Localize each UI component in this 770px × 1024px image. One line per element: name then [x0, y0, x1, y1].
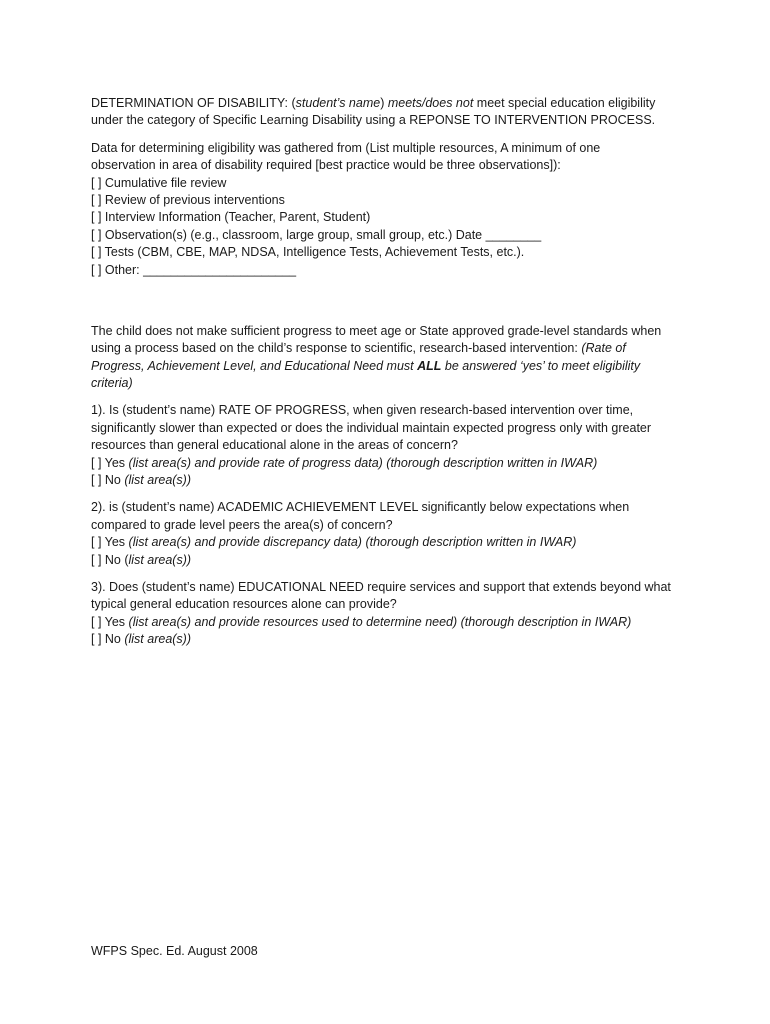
determination-rest: meet special education eligibility [473, 96, 656, 110]
no-checkbox-label: [ ] No [91, 632, 125, 647]
checkbox-item-interview[interactable]: [ ] Interview Information (Teacher, Parent, Student) [91, 210, 371, 225]
checkbox-item-tests[interactable]: [ ] Tests (CBM, CBE, MAP, NDSA, Intelligence Tests, Achievement Tests, etc.). [91, 245, 525, 260]
question-3-line-2: typical general education resources alone can provide? [91, 597, 397, 612]
no-instructions: (list area(s)) [124, 473, 192, 488]
question-1-no-option[interactable] [91, 472, 691, 489]
question-educational-need [91, 579, 691, 649]
question-3-no-option[interactable] [91, 631, 691, 648]
progress-line-4 [91, 375, 691, 392]
question-2-no-option[interactable] [91, 552, 691, 569]
checkbox-item-observations[interactable]: [ ] Observation(s) (e.g., classroom, large group, small group, etc.) Date ________ [91, 227, 542, 242]
yes-instructions: (list area(s) and provide resources used to determine need) (thorough description in IWAR) [128, 614, 632, 629]
no-instructions: list area(s)) [128, 552, 192, 567]
question-2-line-2: compared to grade level peers the area(s) of concern? [91, 517, 393, 532]
checkbox-item-cumulative-file[interactable]: [ ] Cumulative file review [91, 175, 227, 190]
progress-line-4-italic: criteria) [91, 376, 133, 391]
yes-instructions: (list area(s) and provide discrepancy data) (thorough description written in IWAR) [128, 535, 577, 550]
question-3-line-1: 3). Does (student’s name) EDUCATIONAL NEED require services and support that extends beyond what [91, 579, 671, 594]
form-body [91, 95, 691, 649]
paren-close: ) [380, 96, 388, 110]
no-instructions: (list area(s)) [124, 632, 192, 647]
determination-line-1 [91, 95, 691, 112]
progress-line-2-italic: (Rate of [581, 341, 626, 356]
progress-line-2 [91, 340, 691, 357]
progress-line-1: The child does not make sufficient progress to meet age or State approved grade-level standards when [91, 323, 662, 338]
determination-prefix: DETERMINATION OF DISABILITY: ( [91, 96, 296, 110]
question-academic-achievement [91, 499, 691, 569]
meets-does-not-option: meets/does not [387, 96, 474, 110]
yes-checkbox-label: [ ] Yes [91, 614, 129, 629]
data-intro-line-1: Data for determining eligibility was gathered from (List multiple resources, A minimum of one [91, 140, 601, 155]
question-2-yes-option[interactable] [91, 534, 691, 551]
no-checkbox-label: [ ] No [91, 473, 125, 488]
data-intro-line-2: observation in area of disability required [best practice would be three observations]): [91, 158, 561, 173]
question-1-yes-option[interactable] [91, 455, 691, 472]
question-1-line-1: 1). Is (student’s name) RATE OF PROGRESS, when given research-based intervention over time, [91, 403, 634, 418]
yes-checkbox-label: [ ] Yes [91, 535, 129, 550]
no-checkbox-label: [ ] No ( [91, 552, 129, 567]
yes-instructions: (list area(s) and provide rate of progress data) (thorough description written in IWAR) [128, 455, 598, 470]
data-sources-section [91, 140, 691, 279]
checkbox-item-previous-interventions[interactable]: [ ] Review of previous interventions [91, 192, 285, 207]
determination-statement [91, 95, 691, 130]
question-1-line-3: resources than general educational alone in the areas of concern? [91, 438, 458, 453]
all-emphasis: ALL [417, 358, 442, 373]
question-1-line-2: significantly slower than expected or does the individual maintain expected progress only with greater [91, 420, 652, 435]
progress-line-3-italic-a: Progress, Achievement Level, and Educational Need must [91, 358, 418, 373]
progress-line-3 [91, 358, 691, 375]
student-name-placeholder: student’s name [295, 96, 381, 110]
question-2-line-1: 2). is (student’s name) ACADEMIC ACHIEVEMENT LEVEL significantly below expectations when [91, 500, 630, 515]
question-rate-of-progress [91, 402, 691, 489]
yes-checkbox-label: [ ] Yes [91, 455, 129, 470]
progress-statement [91, 323, 691, 393]
determination-line-2: under the category of Specific Learning Disability using a REPONSE TO INTERVENTION PROCESS. [91, 113, 656, 128]
progress-line-2-text: using a process based on the child’s response to scientific, research-based intervention: [91, 341, 582, 356]
question-3-yes-option[interactable] [91, 614, 691, 631]
progress-line-3-italic-b: be answered ‘yes’ to meet eligibility [441, 358, 641, 373]
page-footer: WFPS Spec. Ed. August 2008 [91, 944, 258, 958]
checkbox-item-other[interactable]: [ ] Other: ______________________ [91, 262, 297, 277]
